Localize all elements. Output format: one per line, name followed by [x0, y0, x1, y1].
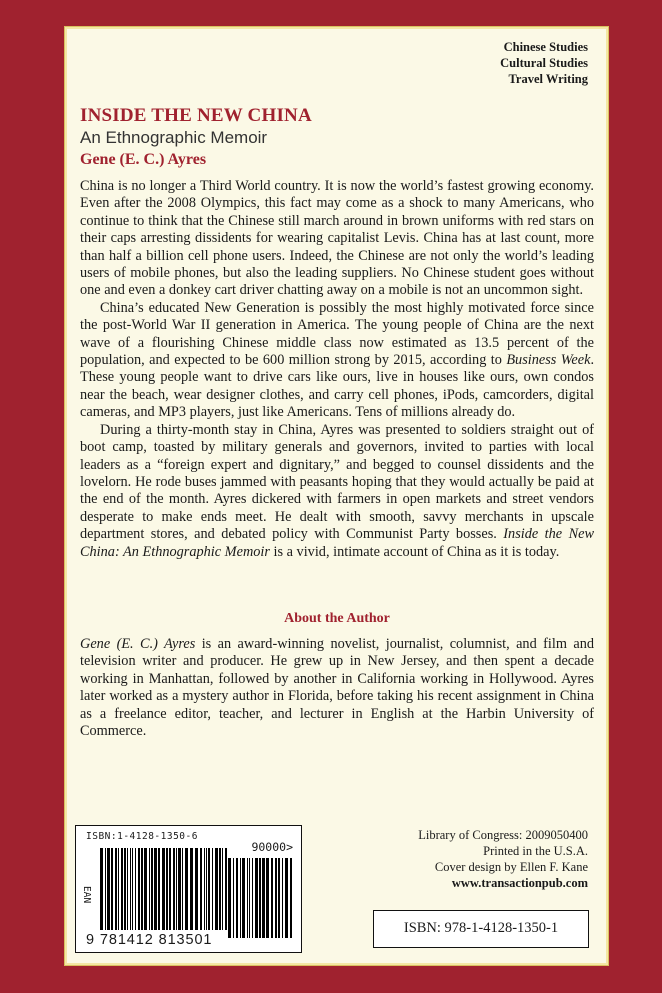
cover-design-credit: Cover design by Ellen F. Kane — [434, 860, 588, 874]
about-author-text — [80, 636, 594, 740]
barcode-addon-number: 90000> — [251, 840, 293, 854]
publisher-website: www.transactionpub.com — [451, 876, 588, 890]
barcode-bar-group — [228, 858, 288, 938]
barcode-addon-bars — [228, 858, 288, 938]
barcode-isbn-label: ISBN:1-4128-1350-6 — [86, 831, 198, 842]
category-label: Chinese Studies — [503, 40, 588, 54]
text-run: . These young people want to drive cars like ours, live in houses like ours, own condos near the beach, wear designer clothes, and carry cell phones, iPods, camcorders, digital cameras, and MP3 players, just like Americans. Tens of millions already do. — [80, 352, 595, 421]
description-paragraph — [80, 422, 594, 561]
isbn-barcode — [75, 825, 302, 953]
printed-in: Printed in the U.S.A. — [483, 844, 588, 858]
text-run: During a thirty-month stay in China, Ayres was presented to soldiers straight out of boot camp, toasted by military generals and governors, invited to parties with local leaders as a “foreign expert and dignitary,” and begged to counsel dissidents and the lovelorn. He rode buses jammed with peasants hoping that they would actually be paid at the end of the month. Ayres dickered with farmers in open markets and street vendors desperate to make ends meet. He dealt with smooth, savvy merchants in upscale department stores, and debated policy with Communist Party bosses. — [80, 421, 594, 543]
italic-text-run: Inside the New China: An Ethnographic Memoir — [80, 526, 594, 560]
barcode-main-bars — [100, 848, 222, 930]
text-run: China’s educated New Generation is possibly the most highly motivated force since the post-World War II generation in America. The young people of China are the next wave of a flourishing Chinese middle class now estimated as 13.5 percent of the population, and expected to be 600 million strong by 2015, according to — [80, 299, 594, 369]
book-author: Gene (E. C.) Ayres — [80, 151, 207, 168]
back-cover-panel — [64, 26, 609, 966]
barcode-gap — [292, 858, 293, 938]
barcode-bar-group — [100, 848, 222, 930]
book-title: INSIDE THE NEW CHINA — [80, 105, 312, 126]
barcode-ean-label: EAN — [81, 886, 92, 904]
text-run: is an award-winning novelist, journalist, columnist, and film and television writer and producer. He grew up in New Jersey, and then spent a decade working in Manhattan, followed by another in California working in Hollywood. Ayres later worked as a mystery author in Florida, before taking his recent assignment in China as a freelance editor, teacher, and lecturer in English at the Harbin University of Commerce. — [80, 636, 594, 740]
barcode-digits: 9 781412 813501 — [86, 932, 213, 948]
isbn13-box: ISBN: 978-1-4128-1350-1 — [373, 910, 589, 948]
book-description — [80, 178, 594, 561]
publisher-info — [418, 827, 588, 891]
italic-text-run: Business Week — [506, 352, 591, 369]
about-author-heading: About the Author — [284, 611, 390, 626]
book-subtitle: An Ethnographic Memoir — [80, 128, 268, 147]
subject-categories — [500, 39, 588, 87]
library-of-congress: Library of Congress: 2009050400 — [418, 828, 588, 842]
author-name: Gene (E. C.) Ayres — [80, 636, 196, 652]
description-paragraph — [80, 300, 594, 422]
category-label: Cultural Studies — [500, 56, 588, 70]
description-paragraph: China is no longer a Third World country. It is now the world’s fastest growing economy. Even after the 2008 Olympics, this fact may come as a shock to many Americans, who continue to think that the Chinese still march around in brown uniforms with red stars on their caps arresting dissidents for wearing capitalist Levis. China has at last count, more than half a billion cell phone users. Indeed, the Chinese are not only the world’s leading users of mobile phones, but also the leading suppliers. No Chinese student goes without one and even a donkey cart driver chatting away on a mobile is not an uncommon sight. — [80, 178, 594, 299]
text-run: is a vivid, intimate account of China as it is today. — [269, 543, 560, 560]
category-label: Travel Writing — [508, 72, 588, 86]
